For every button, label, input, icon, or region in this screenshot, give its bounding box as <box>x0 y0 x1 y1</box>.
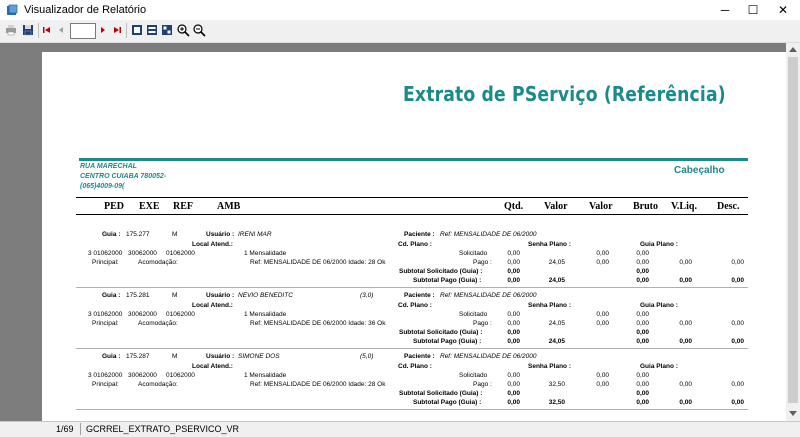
pago-value: 0,00 <box>679 320 692 327</box>
pago-value: 0,00 <box>679 381 692 388</box>
guia-label: Guia : <box>102 231 121 238</box>
print-icon[interactable] <box>4 23 18 37</box>
next-page-icon[interactable] <box>96 23 110 37</box>
paciente-ref: Ref: MENSALIDADE DE 06/2000 <box>440 292 537 299</box>
pago-value: 32,50 <box>548 381 565 388</box>
item-ped: 3 01062000 <box>88 250 123 257</box>
local-atend-label: Local Atend.: <box>192 241 233 248</box>
guia-label: Guia : <box>102 353 121 360</box>
sub-pago-value: 24,05 <box>548 277 565 284</box>
sol-value: 0,00 <box>507 311 520 318</box>
sol-value: 0,00 <box>636 372 649 379</box>
address-line-2: CENTRO CUIABA 780052- <box>80 173 167 180</box>
col-exe: EXE <box>139 201 160 212</box>
header-label: Cabeçalho <box>674 165 725 176</box>
sub-pago-value: 0,00 <box>679 338 692 345</box>
cd-plano-label: Cd. Plano : <box>398 363 432 370</box>
sol-value: 0,00 <box>596 372 609 379</box>
sol-value: 0,00 <box>507 372 520 379</box>
guia-m: M <box>172 292 178 299</box>
col-desc: Desc. <box>717 201 740 212</box>
acomodacao-label: Acomodação: <box>138 259 178 266</box>
sub-pago-value: 0,00 <box>507 277 520 284</box>
sub-sol-value: 0,00 <box>636 268 649 275</box>
subtotal-pago-label: Subtotal Pago (Guia) : <box>413 277 482 284</box>
guia-label: Guia : <box>102 292 121 299</box>
paciente-label: Paciente : <box>404 353 435 360</box>
senha-plano-label: Senha Plano : <box>528 363 571 370</box>
sol-value: 0,00 <box>636 250 649 257</box>
page-number-input[interactable] <box>70 23 96 39</box>
status-report-name: GCRREL_EXTRATO_PSERVICO_VR <box>86 424 240 434</box>
sub-pago-value: 0,00 <box>507 399 520 406</box>
pago-value: 0,00 <box>507 381 520 388</box>
sub-pago-value: 0,00 <box>679 399 692 406</box>
guia-plano-label: Guia Plano : <box>640 363 678 370</box>
col-qtd: Qtd. <box>504 201 524 212</box>
sub-sol-value: 0,00 <box>507 329 520 336</box>
sol-value: 0,00 <box>596 250 609 257</box>
col-bruto: Bruto <box>633 201 658 212</box>
guia-extra: (5,0) <box>360 353 374 360</box>
senha-plano-label: Senha Plano : <box>528 302 571 309</box>
cd-plano-label: Cd. Plano : <box>398 302 432 309</box>
item-description: 1 Mensalidade <box>244 311 287 318</box>
maximize-button[interactable]: ☐ <box>747 3 759 17</box>
guia-number: 175.277 <box>126 231 150 238</box>
col-ped: PED <box>104 201 124 212</box>
pago-label: Pago : <box>473 259 492 266</box>
sub-sol-value: 0,00 <box>507 390 520 397</box>
single-page-icon[interactable] <box>130 23 144 37</box>
guia-separator <box>76 409 748 410</box>
vertical-scrollbar[interactable] <box>786 43 800 421</box>
sub-pago-value: 24,05 <box>548 338 565 345</box>
zoom-out-icon[interactable] <box>192 23 206 37</box>
guia-m: M <box>172 231 178 238</box>
solicitado-label: Solicitado <box>459 250 488 257</box>
sub-pago-value: 0,00 <box>507 338 520 345</box>
pago-value: 0,00 <box>731 381 744 388</box>
multi-page-icon[interactable] <box>145 23 159 37</box>
pago-value: 0,00 <box>507 259 520 266</box>
status-separator <box>80 423 81 435</box>
local-atend-label: Local Atend.: <box>192 363 233 370</box>
item-exe: 30062000 <box>128 311 157 318</box>
pago-value: 0,00 <box>596 381 609 388</box>
guia-plano-label: Guia Plano : <box>640 302 678 309</box>
subtotal-solicitado-label: Subtotal Solicitado (Guia) : <box>399 329 483 336</box>
usuario-name: SIMONE DOS <box>238 353 280 360</box>
pago-label: Pago : <box>473 381 492 388</box>
sub-sol-value: 0,00 <box>636 329 649 336</box>
principal-label: Principal: <box>92 320 119 327</box>
pago-value: 0,00 <box>596 320 609 327</box>
pago-value: 0,00 <box>636 381 649 388</box>
guia-extra: (3,0) <box>360 292 374 299</box>
col-amb: AMB <box>217 201 241 212</box>
sub-pago-value: 0,00 <box>731 399 744 406</box>
app-icon <box>6 4 18 16</box>
header-rule-top <box>76 197 748 198</box>
toolbar-separator <box>126 23 127 38</box>
pago-value: 0,00 <box>507 320 520 327</box>
scroll-up-icon[interactable] <box>789 46 797 52</box>
pago-value: 0,00 <box>636 259 649 266</box>
pago-value: 0,00 <box>731 320 744 327</box>
first-page-icon[interactable] <box>40 23 54 37</box>
sol-value: 0,00 <box>596 311 609 318</box>
sub-sol-value: 0,00 <box>636 390 649 397</box>
item-exe: 30062000 <box>128 372 157 379</box>
subtotal-solicitado-label: Subtotal Solicitado (Guia) : <box>399 268 483 275</box>
title-bar <box>0 0 800 20</box>
item-ped: 3 01062000 <box>88 311 123 318</box>
pago-value: 24,05 <box>548 259 565 266</box>
solicitado-label: Solicitado <box>459 311 488 318</box>
item-detail: Ref: MENSALIDADE DE 06/2000 Idade: 28 Ok <box>250 381 386 388</box>
senha-plano-label: Senha Plano : <box>528 241 571 248</box>
solicitado-label: Solicitado <box>459 372 488 379</box>
usuario-label: Usuário : <box>206 292 235 299</box>
item-description: 1 Mensalidade <box>244 250 287 257</box>
last-page-icon[interactable] <box>110 23 124 37</box>
guia-plano-label: Guia Plano : <box>640 241 678 248</box>
pago-value: 0,00 <box>679 259 692 266</box>
pago-value: 0,00 <box>636 320 649 327</box>
guia-number: 175.287 <box>126 353 150 360</box>
item-ref: 01062000 <box>166 372 195 379</box>
usuario-name: IRENI MAR <box>238 231 272 238</box>
item-ref: 01062000 <box>166 250 195 257</box>
sol-value: 0,00 <box>507 250 520 257</box>
minimize-button[interactable]: ─ <box>720 3 730 17</box>
header-rule-bottom <box>76 214 748 215</box>
item-exe: 30062000 <box>128 250 157 257</box>
col-valor-1: Valor <box>544 201 568 212</box>
subtotal-pago-label: Subtotal Pago (Guia) : <box>413 338 482 345</box>
sub-pago-value: 0,00 <box>679 277 692 284</box>
address-line-1: RUA MARECHAL <box>80 163 137 170</box>
sub-pago-value: 0,00 <box>636 277 649 284</box>
address-line-3: (065)4009-09( <box>80 183 125 190</box>
report-viewport[interactable] <box>0 43 786 421</box>
paciente-label: Paciente : <box>404 231 435 238</box>
guia-number: 175.281 <box>126 292 150 299</box>
sol-value: 0,00 <box>636 311 649 318</box>
col-ref: REF <box>173 201 193 212</box>
usuario-name: NEVIO BENEDITC <box>238 292 293 299</box>
status-bar <box>0 421 800 437</box>
item-ped: 3 01062000 <box>88 372 123 379</box>
toolbar <box>0 20 800 43</box>
pago-value: 0,00 <box>596 259 609 266</box>
subtotal-pago-label: Subtotal Pago (Guia) : <box>413 399 482 406</box>
paciente-ref: Ref: MENSALIDADE DE 06/2000 <box>440 231 537 238</box>
zoom-in-icon[interactable] <box>176 23 190 37</box>
report-page <box>42 52 786 421</box>
status-page-count: 1/69 <box>56 424 74 434</box>
scroll-thumb[interactable] <box>788 57 798 403</box>
page-width-icon[interactable] <box>160 23 174 37</box>
acomodacao-label: Acomodação: <box>138 320 178 327</box>
sub-pago-value: 0,00 <box>636 399 649 406</box>
save-icon[interactable] <box>21 23 35 37</box>
scroll-down-icon[interactable] <box>789 411 797 417</box>
sub-pago-value: 0,00 <box>731 277 744 284</box>
subtotal-solicitado-label: Subtotal Solicitado (Guia) : <box>399 390 483 397</box>
principal-label: Principal: <box>92 381 119 388</box>
usuario-label: Usuário : <box>206 353 235 360</box>
window-title: Visualizador de Relatório <box>24 4 147 16</box>
paciente-label: Paciente : <box>404 292 435 299</box>
guia-separator <box>76 348 748 349</box>
item-description: 1 Mensalidade <box>244 372 287 379</box>
item-detail: Ref: MENSALIDADE DE 06/2000 Idade: 36 Ok <box>250 320 386 327</box>
previous-page-icon[interactable] <box>54 23 68 37</box>
pago-label: Pago : <box>473 320 492 327</box>
cd-plano-label: Cd. Plano : <box>398 241 432 248</box>
sub-sol-value: 0,00 <box>507 268 520 275</box>
item-detail: Ref: MENSALIDADE DE 06/2000 Idade: 28 Ok <box>250 259 386 266</box>
close-button[interactable]: ✕ <box>777 3 789 17</box>
usuario-label: Usuário : <box>206 231 235 238</box>
teal-divider <box>79 158 748 161</box>
toolbar-separator <box>38 23 39 38</box>
paciente-ref: Ref: MENSALIDADE DE 06/2000 <box>440 353 537 360</box>
sub-pago-value: 0,00 <box>731 338 744 345</box>
col-vliq: V.Liq. <box>671 201 697 212</box>
guia-m: M <box>172 353 178 360</box>
col-valor-2: Valor <box>589 201 613 212</box>
guia-separator <box>76 287 748 288</box>
sub-pago-value: 32,50 <box>548 399 565 406</box>
local-atend-label: Local Atend.: <box>192 302 233 309</box>
sub-pago-value: 0,00 <box>636 338 649 345</box>
pago-value: 0,00 <box>731 259 744 266</box>
acomodacao-label: Acomodação: <box>138 381 178 388</box>
item-ref: 01062000 <box>166 311 195 318</box>
pago-value: 24,05 <box>548 320 565 327</box>
report-title: Extrato de PServiço (Referência) <box>403 82 726 106</box>
principal-label: Principal: <box>92 259 119 266</box>
